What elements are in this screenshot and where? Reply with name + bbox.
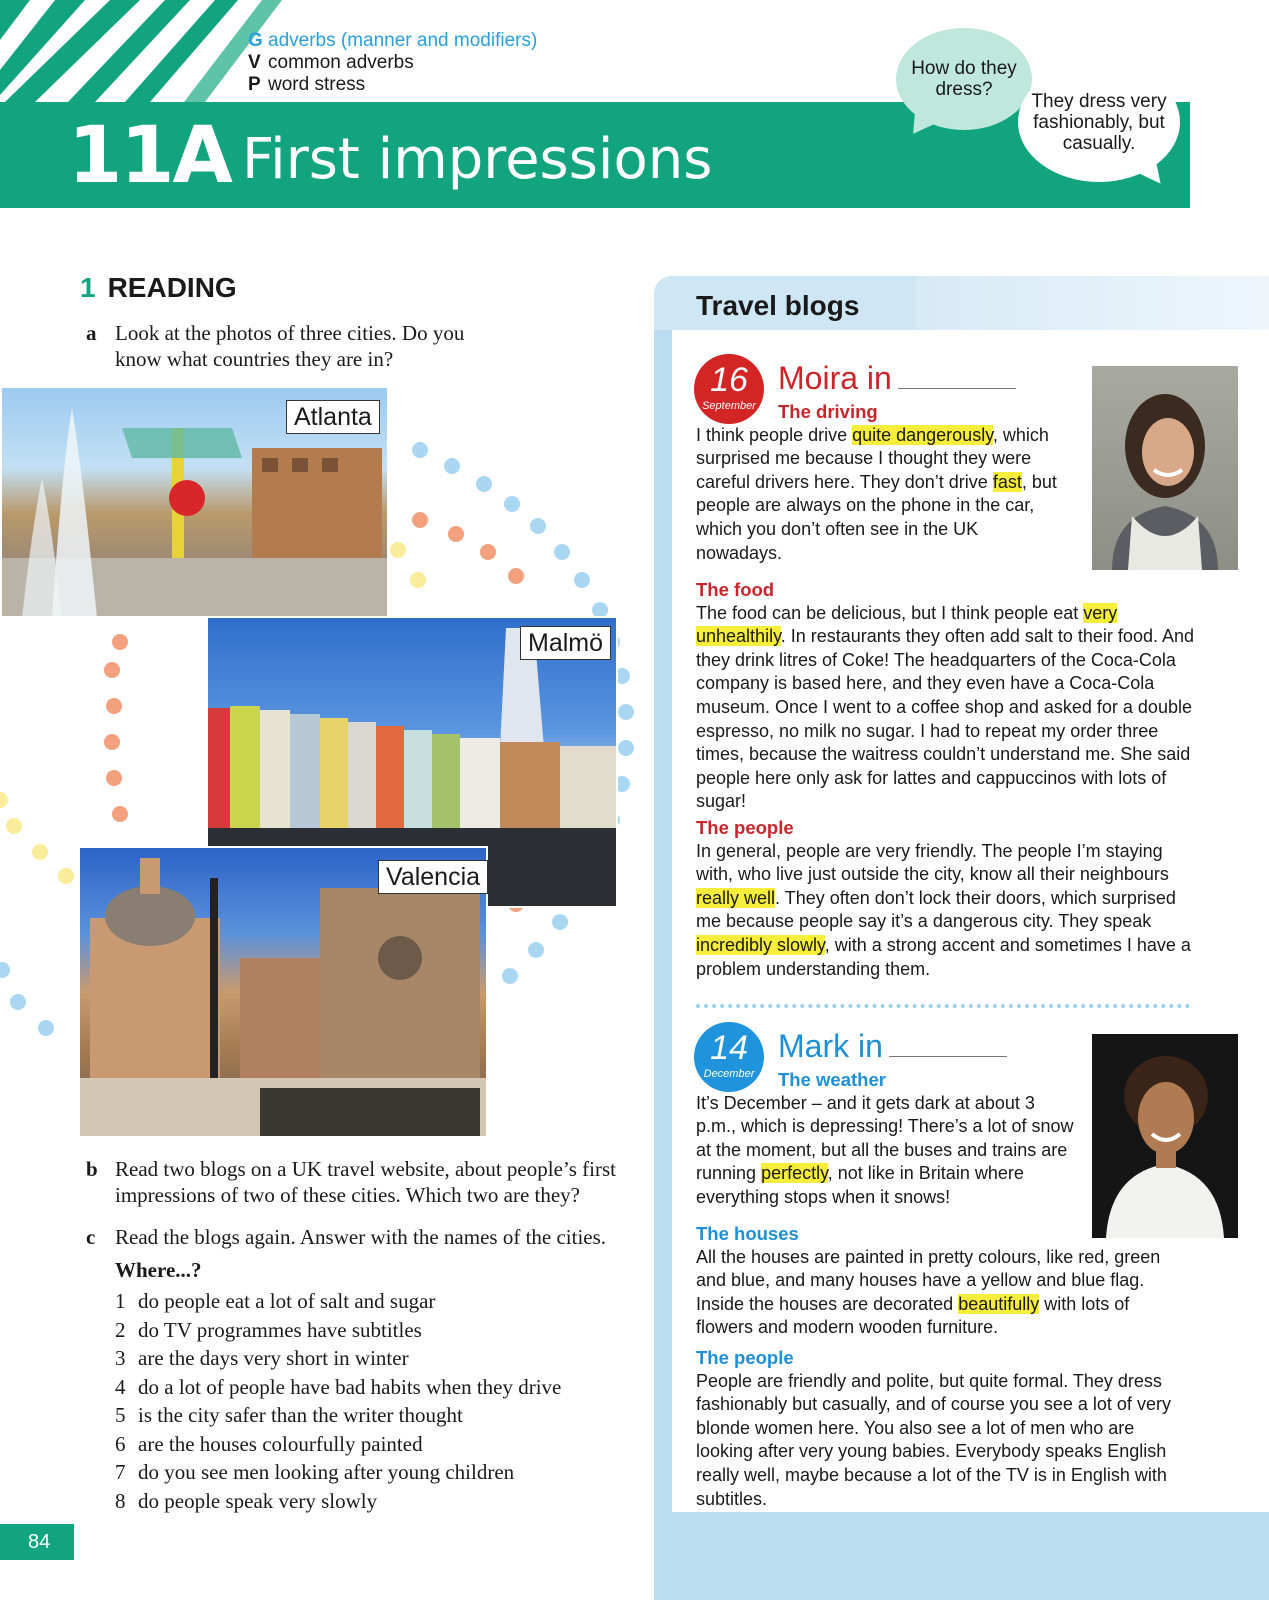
focus-letter: P <box>248 74 261 95</box>
question-number: 2 <box>115 1317 126 1342</box>
highlighted-adverb: beautifully <box>958 1293 1040 1314</box>
subheading: The weather <box>778 1069 886 1090</box>
question-text: do TV programmes have subtitles <box>138 1317 422 1342</box>
list-item <box>115 1344 561 1373</box>
focus-text: common adverbs <box>268 52 414 73</box>
section-heading <box>80 272 237 304</box>
exercise-text: Look at the photos of three cities. Do you know what countries they are in? <box>115 321 465 371</box>
focus-text: word stress <box>268 74 366 95</box>
question-text: do people eat a lot of salt and sugar <box>138 1289 436 1313</box>
list-item <box>115 1316 561 1345</box>
question-text: do a lot of people have bad habits when they drive <box>138 1374 562 1399</box>
highlighted-adverb: incredibly slowly <box>696 934 825 955</box>
city-label-atlanta: Atlanta <box>286 400 380 434</box>
list-item <box>115 1458 561 1487</box>
moira-blog-text-2 <box>696 578 1196 981</box>
text-run: , but people are always on the phone in the car, which you don’t often see in the UK nowadays. <box>696 471 1057 563</box>
moira-blog-text <box>696 400 1066 565</box>
text-run: , which surprised me because I thought they were careful drivers here. They don’t drive <box>696 424 1049 492</box>
text-run: I think people drive <box>696 424 853 445</box>
focus-text: adverbs (manner and modifiers) <box>268 30 538 51</box>
city-label-malmo: Malmö <box>520 626 611 660</box>
blog-panel-stripe <box>916 276 1269 330</box>
exercise-letter: a <box>86 321 97 345</box>
subheading: The food <box>696 579 775 600</box>
page-number: 84 <box>0 1524 74 1560</box>
date-day: 14 <box>710 1029 748 1067</box>
answer-blank <box>889 1037 1007 1057</box>
speech-bubble-question <box>896 28 1032 130</box>
text-run: with lots of flowers and modern wooden furniture. <box>696 1293 1130 1338</box>
mark-blog-text-2 <box>696 1222 1186 1511</box>
exercise-letter: b <box>86 1157 98 1181</box>
highlighted-adverb: quite dangerously <box>852 424 993 445</box>
list-item <box>115 1487 561 1516</box>
text-run: , not like in Britain where everything stops when it snows! <box>696 1163 1024 1207</box>
question-number: 7 <box>115 1460 126 1484</box>
portrait-mark-image <box>1092 1034 1238 1238</box>
question-text: are the days very short in winter <box>138 1346 409 1370</box>
question-text: do people speak very slowly <box>138 1488 378 1513</box>
mark-blog-text <box>696 1068 1076 1210</box>
question-number: 4 <box>115 1374 126 1399</box>
date-month: December <box>703 1068 755 1080</box>
date-day: 16 <box>710 361 748 399</box>
exercise-letter: c <box>86 1225 96 1249</box>
focus-letter: G <box>248 30 263 51</box>
portrait-mark <box>1092 1034 1238 1238</box>
exercise-text: Read the blogs again. Answer with the names of the cities. <box>115 1225 607 1249</box>
text-run: All the houses are painted in pretty colours, like red, green and blue, and many houses have a yellow and blue flag. Inside the houses are decorated <box>696 1246 1161 1314</box>
bubble-answer-text: They dress very fashionably, but casually. <box>1031 90 1167 154</box>
lesson-number: 11A <box>68 111 231 201</box>
list-item <box>115 1373 561 1402</box>
date-month: September <box>702 400 756 412</box>
blog-heading-moira <box>778 360 1016 397</box>
portrait-moira-image <box>1092 366 1238 570</box>
question-list <box>115 1287 561 1515</box>
city-label-valencia: Valencia <box>378 860 488 894</box>
highlighted-adverb: really well <box>696 887 776 908</box>
list-item <box>115 1287 561 1316</box>
bubble-question-text: How do they dress? <box>911 58 1017 100</box>
focus-letter: V <box>248 52 261 73</box>
text-run: The food can be delicious, but I think people eat <box>696 602 1084 623</box>
text-run: , with a strong accent and sometimes I have a problem understanding them. <box>696 934 1191 979</box>
question-number: 8 <box>115 1488 126 1513</box>
focus-grammar <box>248 30 537 52</box>
exercise-c <box>86 1224 626 1250</box>
blog-heading-text: Mark in <box>778 1028 883 1064</box>
highlighted-adverb: very unhealthily <box>696 602 1118 647</box>
blog-heading-text: Moira in <box>778 360 892 396</box>
text-run: . In restaurants they often add salt to their food. And they drink litres of Coke! The headquarters of the Coca-Cola company is based here, and they even have a Coca-Cola museum. Once I went to a coffee shop and asked for a double espresso, no milk no sugar. I had to repeat my order three times, because the waitress couldn’t understand me. She said people here only ask for lattes and cappuccinos with lots of sugar! <box>696 626 1194 812</box>
paragraph-people <box>696 1370 1186 1512</box>
text-run: People are friendly and polite, but quite formal. They dress fashionably but casually, and of course you see a lot of very blonde women here. You also see a lot of men who are looking after very young babies. Everybody speaks English really well, maybe because a lot of the TV is in English with subtitles. <box>696 1370 1171 1509</box>
blog-panel-title: Travel blogs <box>696 290 860 321</box>
section-number: 1 <box>80 272 96 303</box>
question-text: do you see men looking after young children <box>138 1460 515 1484</box>
blog-heading-mark <box>778 1028 1007 1065</box>
text-run: It’s December – and it gets dark at about 3 p.m., which is depressing! There’s a lot of snow at the moment, but all the buses and trains are running <box>696 1092 1074 1184</box>
question-text: are the houses colourfully painted <box>138 1431 423 1456</box>
paragraph-houses <box>696 1246 1186 1340</box>
question-number: 5 <box>115 1403 126 1427</box>
answer-blank <box>898 369 1016 389</box>
speech-bubble-answer <box>1018 62 1180 182</box>
paragraph-food <box>696 602 1196 814</box>
exercise-text: Read two blogs on a UK travel website, about people’s first impressions of two of these cities. Which two are they? <box>115 1157 616 1207</box>
subheading: The houses <box>696 1223 799 1244</box>
question-number: 1 <box>115 1289 126 1313</box>
blog-separator <box>696 1004 1190 1008</box>
section-title: READING <box>107 272 237 303</box>
highlighted-adverb: perfectly <box>761 1163 828 1184</box>
list-item <box>115 1401 561 1430</box>
list-item <box>115 1430 561 1459</box>
subheading: The people <box>696 816 794 838</box>
exercise-b <box>86 1156 626 1208</box>
text-run: . They often don’t lock their doors, which surprised me because people say it’s a dangerous city. They speak <box>696 887 1176 932</box>
question-text: is the city safer than the writer thought <box>138 1403 463 1427</box>
text-run: In general, people are very friendly. The people I’m staying with, who live just outside the city, know all their neighbours <box>696 840 1169 885</box>
lesson-focus <box>248 30 537 96</box>
focus-pronunciation <box>248 74 537 96</box>
portrait-moira <box>1092 366 1238 570</box>
paragraph-people <box>696 840 1196 982</box>
lesson-title: First impressions <box>242 127 713 192</box>
highlighted-adverb: fast <box>992 471 1022 492</box>
question-number: 3 <box>115 1346 126 1370</box>
subheading: The people <box>696 1346 794 1368</box>
where-prompt: Where...? <box>115 1258 202 1282</box>
paragraph-weather <box>696 1092 1076 1210</box>
focus-vocabulary <box>248 52 537 74</box>
subheading: The driving <box>778 401 878 422</box>
exercise-a <box>86 320 606 372</box>
paragraph-driving <box>696 424 1066 566</box>
question-number: 6 <box>115 1431 126 1456</box>
